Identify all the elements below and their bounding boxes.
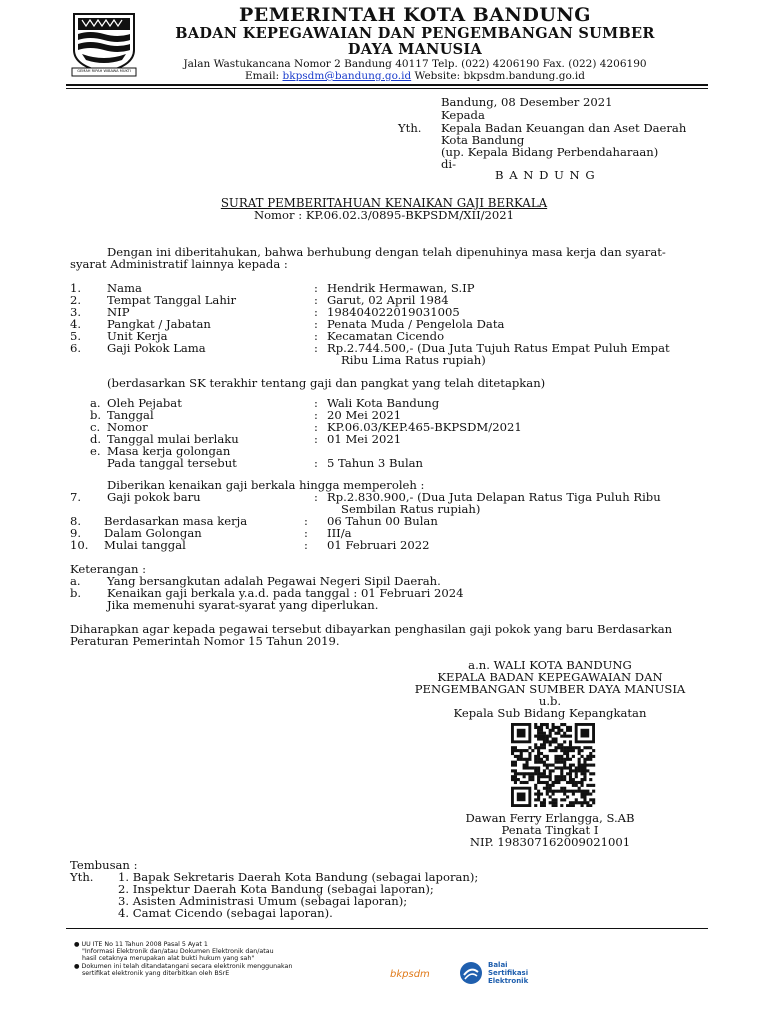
footer-note2-line: sertifikat elektronik yang diterbitkan oleh BSrE [82,969,230,977]
list-item-label: Tempat Tanggal Lahir [107,293,237,307]
keterangan-a-text: Yang bersangkutan adalah Pegawai Negeri Sipil Daerah. [107,574,441,588]
email-link[interactable]: bkpsdm@bandung.go.id [282,70,412,82]
list-item-label: Tanggal mulai berlaku [107,432,239,446]
list-item-colon: : [304,526,308,540]
letterhead-divider [66,84,708,86]
signature-role: Kepala Sub Bidang Kepangkatan [453,706,647,720]
recipient-line3: (up. Kepala Bidang Perbendaharaan) [441,145,659,159]
keterangan-label: Keterangan : [70,562,147,576]
recipient-di: di- [441,157,457,171]
list-item-value-cont: Sembilan Ratus rupiah) [341,502,481,516]
list-item-value: 20 Mei 2021 [327,408,402,422]
list-item-label: Unit Kerja [107,329,168,343]
footer-note1-title: ● UU ITE No 11 Tahun 2008 Pasal 5 Ayat 1 [74,941,208,948]
footer-notes [74,941,292,977]
list-item-colon: : [314,420,318,434]
list-item-value: 01 Mei 2021 [327,432,402,446]
bsre-line: Balai [488,961,508,969]
signer-nip: NIP. 198307162009021001 [469,835,631,849]
list-item-value: Wali Kota Bandung [327,396,440,410]
list-item-colon: : [314,341,318,355]
website-text: Website: bkpsdm.bandung.go.id [414,70,585,82]
bsre-line: Sertifikasi [488,969,529,977]
city-logo [68,10,140,78]
list-item-num: a. [90,396,101,410]
list-item-label-cont: Pada tanggal tersebut [107,456,237,470]
bsre-line: Elektronik [488,977,529,985]
recipient-yth: Yth. [398,121,422,135]
list-item-label: Dalam Golongan [104,526,202,540]
list-item-colon: : [314,293,318,307]
list-item-label: Masa kerja golongan [107,444,231,458]
increase-note: Diberikan kenaikan gaji berkala hingga memperoleh : [107,478,425,492]
signature-org1: KEPALA BADAN KEPEGAWAIAN DAN [437,670,663,684]
signature-ub: u.b. [538,694,562,708]
list-item-num: 5. [70,329,82,343]
list-item-value: Rp.2.744.500,- (Dua Juta Tujuh Ratus Empat Puluh Empat [327,341,670,355]
list-item-num: 10. [70,538,89,552]
bsre-logo [458,960,548,990]
list-item-num: c. [90,420,101,434]
list-item-label: Pangkat / Jabatan [107,317,211,331]
list-item-colon: : [304,514,308,528]
list-item-value: Garut, 02 April 1984 [327,293,449,307]
list-item-label: Mulai tanggal [104,538,186,552]
tembusan-item: 2. Inspektur Daerah Kota Bandung (sebagai laporan); [118,882,434,896]
letterhead-agency-line2: DAYA MANUSIA [347,41,483,58]
list-item-colon: : [314,329,318,343]
keterangan-a-num: a. [70,574,81,588]
keterangan-b-text2: Jika memenuhi syarat-syarat yang diperlukan. [107,598,379,612]
closing-line1: Diharapkan agar kepada pegawai tersebut dibayarkan penghasilan gaji pokok yang baru Berdasarkan [70,622,673,636]
bsre-emblem-icon [458,960,484,986]
letterhead-divider-thin [66,88,708,89]
signer-rank: Penata Tingkat I [501,823,599,837]
list-item-value: Kecamatan Cicendo [327,329,445,343]
bkpsdm-logo: bkpsdm [390,969,430,980]
signature-an: a.n. WALI KOTA BANDUNG [468,658,632,672]
signature-org2: PENGEMBANGAN SUMBER DAYA MANUSIA [414,682,686,696]
list-item-colon: : [314,281,318,295]
list-item-num: e. [90,444,101,458]
list-item-label: Oleh Pejabat [107,396,182,410]
logo-ribbon-text: GEMAH RIPAH WIBAWA MUKTI [77,69,131,73]
tembusan-item: 4. Camat Cicendo (sebagai laporan). [118,906,333,920]
list-item-label: Tanggal [107,408,154,422]
list-item-label: Gaji Pokok Lama [107,341,206,355]
intro-line2: syarat Administratif lainnya kepada : [70,257,288,271]
footer-note2-line: ● Dokumen ini telah ditandatangani secara elektronik menggunakan [74,962,293,970]
list-item-num: 6. [70,341,82,355]
list-item-value: 06 Tahun 00 Bulan [327,514,438,528]
qr-code [508,723,598,807]
letterhead-title: PEMERINTAH KOTA BANDUNG [238,4,592,26]
footer-note1-line: hasil cetaknya merupakan alat bukti hukum yang sah" [82,955,255,963]
recipient-line1: Kepala Badan Keuangan dan Aset Daerah [441,121,687,135]
tembusan-yth: Yth. [70,870,94,884]
list-item-num: 9. [70,526,82,540]
list-item-value: Rp.2.830.900,- (Dua Juta Delapan Ratus Tiga Puluh Ribu [327,490,661,504]
list-item-num: 2. [70,293,82,307]
footer-divider [66,928,708,929]
list-item-value-cont: Ribu Lima Ratus rupiah) [341,353,486,367]
list-item-label: Nomor [107,420,148,434]
list-item-colon: : [314,408,318,422]
keterangan-b-num: b. [70,586,82,600]
list-item-num: d. [90,432,102,446]
list-item-num: 3. [70,305,82,319]
closing-line2: Peraturan Pemerintah Nomor 15 Tahun 2019. [70,634,340,648]
list-item-colon: : [314,305,318,319]
sk-note: (berdasarkan SK terakhir tentang gaji dan pangkat yang telah ditetapkan) [107,376,546,390]
letter-title: SURAT PEMBERITAHUAN KENAIKAN GAJI BERKALA [220,196,548,210]
letterhead-address: Jalan Wastukancana Nomor 2 Bandung 40117 Telp. (022) 4206190 Fax. (022) 4206190 [183,58,647,70]
letter-date: Bandung, 08 Desember 2021 [441,95,613,109]
list-item-label: NIP [107,305,130,319]
list-item-num: 8. [70,514,82,528]
list-item-colon: : [314,456,318,470]
list-item-value: 198404022019031005 [327,305,460,319]
list-item-colon: : [304,538,308,552]
list-item-colon: : [314,317,318,331]
list-item-label: Berdasarkan masa kerja [104,514,248,528]
tembusan-item: 1. Bapak Sekretaris Daerah Kota Bandung (sebagai laporan); [118,870,479,884]
list-item-num: 4. [70,317,82,331]
letter-number: Nomor : KP.06.02.3/0895-BKPSDM/XII/2021 [253,208,515,222]
list-item-value: 01 Februari 2022 [327,538,430,552]
letterhead-agency-line1: BADAN KEPEGAWAIAN DAN PENGEMBANGAN SUMBER [175,25,655,42]
list-item-num: b. [90,408,102,422]
letterhead-contact [160,70,670,82]
list-item-label: Nama [107,281,142,295]
list-item-value: 5 Tahun 3 Bulan [327,456,424,470]
list-item-value: Hendrik Hermawan, S.IP [327,281,475,295]
list-item-value: Penata Muda / Pengelola Data [327,317,505,331]
list-item-value: III/a [327,526,352,540]
list-item-label: Gaji pokok baru [107,490,201,504]
list-item-num: 7. [70,490,82,504]
list-item-num: 1. [70,281,82,295]
list-item-colon: : [314,432,318,446]
list-item-colon: : [314,396,318,410]
recipient-line2: Kota Bandung [441,133,525,147]
tembusan-item: 3. Asisten Administrasi Umum (sebagai laporan); [118,894,408,908]
list-item-value: KP.06.03/KEP.465-BKPSDM/2021 [327,420,522,434]
recipient-city: B A N D U N G [495,168,596,182]
tembusan-label: Tembusan : [70,858,138,872]
email-label: Email: [245,70,280,82]
recipient-kepada: Kepada [441,108,485,122]
keterangan-b-text: Kenaikan gaji berkala y.a.d. pada tanggal : 01 Februari 2024 [107,586,464,600]
list-item-colon: : [314,490,318,504]
footer-note1-line: "Informasi Elektronik dan/atau Dokumen Elektronik dan/atau [82,948,274,956]
signer-name: Dawan Ferry Erlangga, S.AB [465,811,635,825]
intro-line1: Dengan ini diberitahukan, bahwa berhubung dengan telah dipenuhinya masa kerja dan syarat- [107,245,666,259]
